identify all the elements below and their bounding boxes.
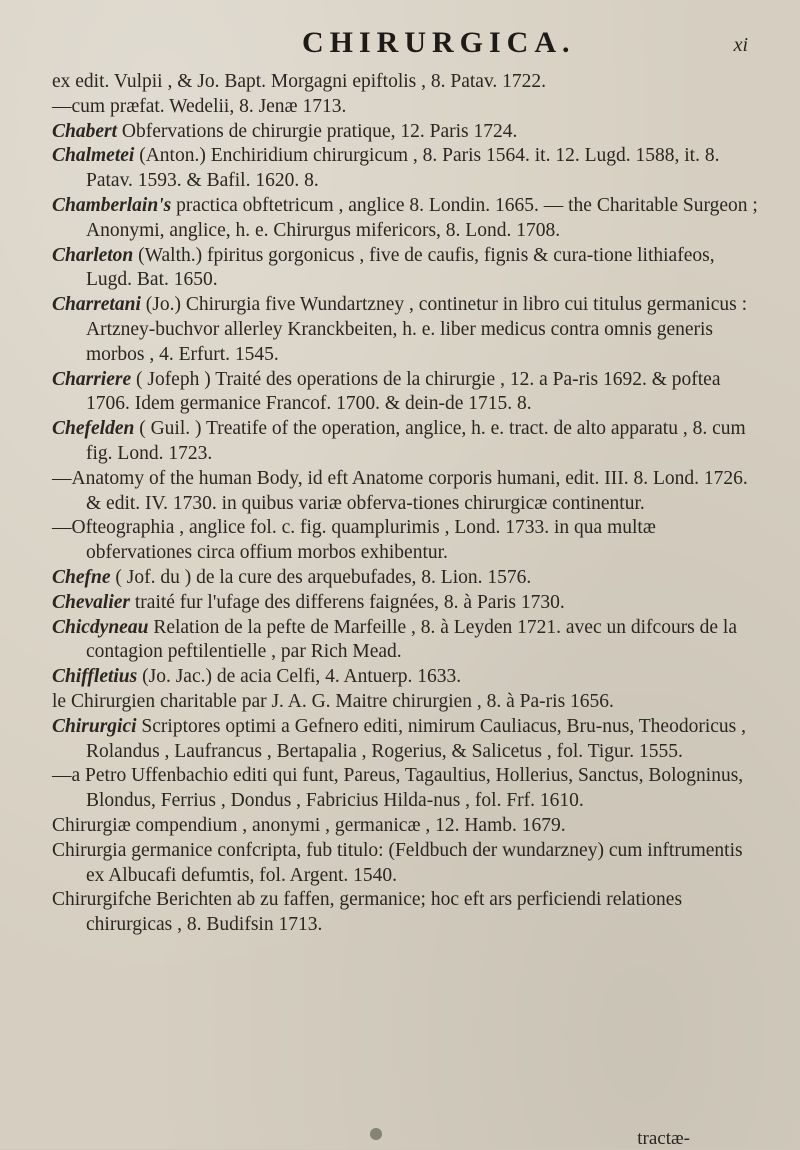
author-name: Chefelden <box>52 418 135 440</box>
author-name: Charriere <box>52 368 132 390</box>
ink-blot <box>370 1128 382 1140</box>
bibliography-entry: —Anatomy of the human Body, id eft Anatome corporis humani, edit. III. 8. Lond. 1726. & edit. IV. 1730. in quibus variæ obferva-tiones chirurgicæ continentur. <box>52 467 748 514</box>
bibliography-entry: le Chirurgien charitable par J. A. G. Maitre chirurgien , 8. à Pa-ris 1656. <box>52 690 614 712</box>
bibliography-entry: Charleton (Walth.) fpiritus gorgonicus , five de caufis, fignis & cura-tione lithiafeos, Lugd. Bat. 1650. <box>52 244 715 291</box>
bibliography-entry: Charretani (Jo.) Chirurgia five Wundartzney , continetur in libro cui titulus germanicus : Artzney-buchvor allerley Kranckbeiten, h. e. liber medicus contra omnis generis morbos , 4. Erfurt. 1545. <box>52 294 747 365</box>
bibliography-entry: Chicdyneau Relation de la pefte de Marfeille , 8. à Leyden 1721. avec un difcours de la contagion peftilentielle , par Rich Mead. <box>52 616 737 663</box>
page-number: xi <box>733 34 748 56</box>
bibliography-entry: Chiffletius (Jo. Jac.) de acia Celfi, 4. Antuerp. 1633. <box>52 666 462 688</box>
author-name: Chevalier <box>52 591 130 613</box>
running-head: CHIRURGICA. <box>302 26 576 59</box>
bibliography-entry: Charriere ( Jofeph ) Traité des operations de la chirurgie , 12. a Pa-ris 1692. & poftea 1706. Idem germanice Francof. 1700. & dein-de 1715. 8. <box>52 368 721 415</box>
author-name: Chabert <box>52 120 118 142</box>
bibliography-entry: —Ofteographia , anglice fol. c. fig. quamplurimis , Lond. 1733. in qua multæ obfervationes circa offium morbos exhibentur. <box>52 517 656 564</box>
bibliography-entry: Chevalier traité fur l'ufage des differens faignées, 8. à Paris 1730. <box>52 591 565 613</box>
bibliography-list <box>52 70 760 938</box>
bibliography-entry: Chirurgia germanice confcripta, fub titulo: (Feldbuch der wundarzney) cum inftrumentis ex Albucafi defumtis, fol. Argent. 1540. <box>52 839 743 886</box>
bibliography-entry: Chirurgiæ compendium , anonymi , germanicæ , 12. Hamb. 1679. <box>52 814 566 836</box>
bibliography-entry: Chirurgici Scriptores optimi a Gefnero editi, nimirum Cauliacus, Bru-nus, Theodoricus , Rolandus , Laufrancus , Bertapalia , Rogerius, & Salicetus , fol. Tigur. 1555. <box>52 715 746 762</box>
bibliography-entry: —cum præfat. Wedelii, 8. Jenæ 1713. <box>52 95 347 117</box>
page-header <box>52 26 760 66</box>
author-name: Chefne <box>52 566 111 588</box>
bibliography-entry: Chabert Obfervations de chirurgie pratique, 12. Paris 1724. <box>52 120 518 142</box>
bibliography-entry: Chefelden ( Guil. ) Treatife of the operation, anglice, h. e. tract. de alto apparatu , 8. cum fig. Lond. 1723. <box>52 418 746 464</box>
bibliography-entry: Chirurgifche Berichten ab zu faffen, germanice; hoc eft ars perficiendi relationes chirurgicas , 8. Budifsin 1713. <box>52 889 683 936</box>
author-name: Chicdyneau <box>52 616 149 638</box>
bibliography-entry: —a Petro Uffenbachio editi qui funt, Pareus, Tagaultius, Hollerius, Sanctus, Bologninus, Blondus, Ferrius , Dondus , Fabricius Hilda-nus , fol. Frf. 1610. <box>52 765 744 812</box>
bibliography-entry: Chalmetei (Anton.) Enchiridium chirurgicum , 8. Paris 1564. it. 12. Lugd. 1588, it. 8. Patav. 1593. & Bafil. 1620. 8. <box>52 145 720 192</box>
author-name: Charretani <box>52 294 141 316</box>
author-name: Chiffletius <box>52 666 138 688</box>
author-name: Chalmetei <box>52 145 135 167</box>
author-name: Chamberlain's <box>52 194 172 216</box>
bibliography-entry: Chefne ( Jof. du ) de la cure des arquebufades, 8. Lion. 1576. <box>52 566 532 588</box>
catchword: tractæ- <box>637 1128 690 1149</box>
bibliography-entry: ex edit. Vulpii , & Jo. Bapt. Morgagni epiftolis , 8. Patav. 1722. <box>52 71 547 92</box>
bibliography-entry: Chamberlain's practica obftetricum , anglice 8. Londin. 1665. — the Charitable Surgeon ; Anonymi, anglice, h. e. Chirurgus mifericors, 8. Lond. 1708. <box>52 194 758 241</box>
author-name: Charleton <box>52 244 134 266</box>
author-name: Chirurgici <box>52 715 137 737</box>
